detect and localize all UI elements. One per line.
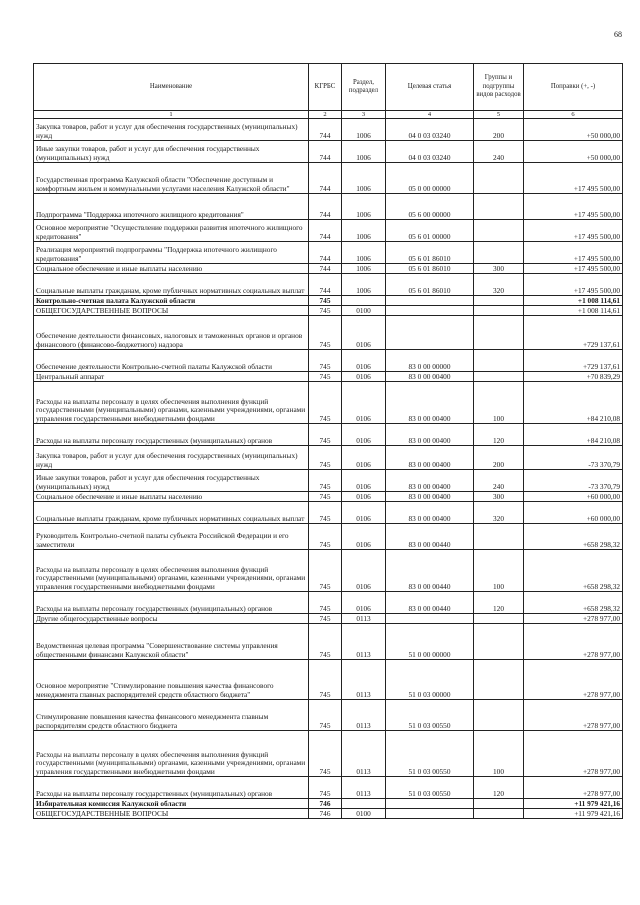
row-kgrbs-cell: 745 (309, 424, 342, 446)
row-group-cell: 200 (474, 446, 524, 470)
row-group-cell (474, 296, 524, 306)
row-name-cell: Обеспечение деятельности Контрольно-счетной палаты Калужской области (34, 350, 309, 372)
row-razdel-cell: 0106 (342, 382, 386, 424)
row-group-cell: 300 (474, 264, 524, 274)
row-target-cell: 83 0 00 00400 (386, 492, 474, 502)
row-razdel-cell: 0113 (342, 614, 386, 624)
row-target-cell (386, 296, 474, 306)
row-kgrbs-cell: 746 (309, 799, 342, 809)
row-kgrbs-cell: 745 (309, 777, 342, 799)
row-group-cell: 320 (474, 502, 524, 524)
header-target: Целевая статья (386, 64, 474, 111)
row-razdel-cell: 1006 (342, 141, 386, 163)
row-group-cell (474, 809, 524, 819)
row-group-cell (474, 220, 524, 242)
row-group-cell (474, 700, 524, 731)
row-amount-cell: +278 977,00 (524, 614, 623, 624)
row-target-cell (386, 306, 474, 316)
row-target-cell: 83 0 00 00400 (386, 372, 474, 382)
row-name-cell: Социальное обеспечение и иные выплаты населению (34, 264, 309, 274)
row-group-cell (474, 372, 524, 382)
header-name: Наименование (34, 64, 309, 111)
row-kgrbs-cell: 744 (309, 119, 342, 141)
row-kgrbs-cell: 745 (309, 592, 342, 614)
row-kgrbs-cell: 744 (309, 220, 342, 242)
column-number: 4 (386, 111, 474, 119)
table-row (34, 194, 623, 220)
row-group-cell (474, 524, 524, 550)
row-razdel-cell: 1006 (342, 119, 386, 141)
row-kgrbs-cell: 745 (309, 614, 342, 624)
table-row (34, 470, 623, 492)
row-razdel-cell: 1006 (342, 274, 386, 296)
row-group-cell (474, 163, 524, 194)
row-name-cell: Подпрограмма "Поддержка ипотечного жилищного кредитования" (34, 194, 309, 220)
row-kgrbs-cell: 745 (309, 700, 342, 731)
row-name-cell: Закупка товаров, работ и услуг для обеспечения государственных (муниципальных) нужд (34, 446, 309, 470)
row-name-cell: Расходы на выплаты персоналу в целях обеспечения выполнения функций государственными (муниципальными) органами, казенными учреждениями, органами управления государственными внебюджетными фондами (34, 731, 309, 777)
row-amount-cell: +658 298,32 (524, 592, 623, 614)
row-amount-cell: +658 298,32 (524, 550, 623, 592)
row-razdel-cell: 0106 (342, 350, 386, 372)
table-row (34, 264, 623, 274)
row-kgrbs-cell: 745 (309, 624, 342, 660)
row-amount-cell: +658 298,32 (524, 524, 623, 550)
row-group-cell (474, 306, 524, 316)
table-row (34, 700, 623, 731)
row-razdel-cell: 0100 (342, 809, 386, 819)
row-razdel-cell: 1006 (342, 163, 386, 194)
row-kgrbs-cell: 745 (309, 316, 342, 350)
row-group-cell: 320 (474, 274, 524, 296)
row-name-cell: Иные закупки товаров, работ и услуг для обеспечения государственных (муниципальных) нужд (34, 470, 309, 492)
row-amount-cell: +17 495 500,00 (524, 264, 623, 274)
row-target-cell: 05 6 01 86010 (386, 264, 474, 274)
row-razdel-cell: 0100 (342, 306, 386, 316)
row-name-cell: Стимулирование повышения качества финансового менеджмента главным распорядителям средств областного бюджета (34, 700, 309, 731)
row-razdel-cell: 1006 (342, 242, 386, 264)
row-group-cell: 100 (474, 550, 524, 592)
row-name-cell: Расходы на выплаты персоналу в целях обеспечения выполнения функций государственными (муниципальными) органами, казенными учреждениями, органами управления государственными внебюджетными фондами (34, 550, 309, 592)
table-row (34, 242, 623, 264)
row-amount-cell: +1 008 114,61 (524, 296, 623, 306)
table-row (34, 524, 623, 550)
row-target-cell (386, 316, 474, 350)
row-kgrbs-cell: 745 (309, 524, 342, 550)
row-name-cell: Ведомственная целевая программа "Совершенствование системы управления общественными финансами Калужской области" (34, 624, 309, 660)
column-number-row (34, 111, 623, 119)
row-amount-cell: +84 210,08 (524, 382, 623, 424)
row-name-cell: Государственная программа Калужской области "Обеспечение доступным и комфортным жильем и коммунальными услугами населения Калужской области" (34, 163, 309, 194)
row-razdel-cell (342, 799, 386, 809)
row-target-cell: 05 6 01 86010 (386, 274, 474, 296)
row-kgrbs-cell: 745 (309, 446, 342, 470)
row-group-cell: 100 (474, 731, 524, 777)
row-razdel-cell (342, 296, 386, 306)
row-target-cell: 04 0 03 03240 (386, 119, 474, 141)
row-amount-cell: +11 979 421,16 (524, 799, 623, 809)
row-group-cell (474, 660, 524, 700)
row-kgrbs-cell: 745 (309, 492, 342, 502)
row-razdel-cell: 0113 (342, 731, 386, 777)
row-razdel-cell: 0113 (342, 660, 386, 700)
row-target-cell: 05 0 00 00000 (386, 163, 474, 194)
row-kgrbs-cell: 745 (309, 382, 342, 424)
row-amount-cell: +17 495 500,00 (524, 163, 623, 194)
row-target-cell: 83 0 00 00400 (386, 382, 474, 424)
column-number: 1 (34, 111, 309, 119)
row-name-cell: Расходы на выплаты персоналу в целях обеспечения выполнения функций государственными (муниципальными) органами, казенными учреждениями, органами управления государственными внебюджетными фондами (34, 382, 309, 424)
table-row (34, 141, 623, 163)
row-target-cell: 05 6 00 00000 (386, 194, 474, 220)
row-group-cell: 120 (474, 592, 524, 614)
row-amount-cell: +729 137,61 (524, 350, 623, 372)
row-kgrbs-cell: 745 (309, 660, 342, 700)
row-name-cell: Социальное обеспечение и иные выплаты населению (34, 492, 309, 502)
row-razdel-cell: 0106 (342, 424, 386, 446)
row-group-cell (474, 350, 524, 372)
row-group-cell: 300 (474, 492, 524, 502)
row-amount-cell: +84 210,08 (524, 424, 623, 446)
row-name-cell: Основное мероприятие "Стимулирование повышения качества финансового менеджмента главных распорядителей средств областного бюджета" (34, 660, 309, 700)
row-amount-cell: +278 977,00 (524, 700, 623, 731)
header-razdel: Раздел, подраздел (342, 64, 386, 111)
row-razdel-cell: 0106 (342, 470, 386, 492)
row-name-cell: Расходы на выплаты персоналу государственных (муниципальных) органов (34, 424, 309, 446)
table-row (34, 350, 623, 372)
header-kgrbs: КГРБС (309, 64, 342, 111)
table-row (34, 660, 623, 700)
table-row (34, 119, 623, 141)
table-row (34, 502, 623, 524)
row-name-cell: Руководитель Контрольно-счетной палаты субъекта Российской Федерации и его заместители (34, 524, 309, 550)
header-group: Группы и подгруппы видов расходов (474, 64, 524, 111)
row-kgrbs-cell: 744 (309, 141, 342, 163)
row-razdel-cell: 0106 (342, 592, 386, 614)
budget-amendments-table (33, 63, 623, 819)
row-target-cell: 83 0 00 00440 (386, 550, 474, 592)
row-group-cell (474, 614, 524, 624)
row-name-cell: Реализация мероприятий подпрограммы "Поддержка ипотечного жилищного кредитования" (34, 242, 309, 264)
row-amount-cell: +50 000,00 (524, 119, 623, 141)
row-kgrbs-cell: 745 (309, 731, 342, 777)
row-amount-cell: -73 370,79 (524, 470, 623, 492)
row-amount-cell: +278 977,00 (524, 777, 623, 799)
row-group-cell (474, 242, 524, 264)
row-name-cell: Избирательная комиссия Калужской области (34, 799, 309, 809)
row-target-cell: 83 0 00 00000 (386, 350, 474, 372)
table-row (34, 163, 623, 194)
table-row (34, 492, 623, 502)
row-target-cell: 05 6 01 00000 (386, 220, 474, 242)
row-name-cell: Закупка товаров, работ и услуг для обеспечения государственных (муниципальных) нужд (34, 119, 309, 141)
row-amount-cell: +60 000,00 (524, 492, 623, 502)
row-name-cell: Основное мероприятие "Осуществление поддержки развития ипотечного жилищного кредитования" (34, 220, 309, 242)
row-amount-cell: +70 839,29 (524, 372, 623, 382)
row-kgrbs-cell: 745 (309, 502, 342, 524)
row-amount-cell: +17 495 500,00 (524, 194, 623, 220)
row-razdel-cell: 1006 (342, 220, 386, 242)
column-number: 5 (474, 111, 524, 119)
row-target-cell (386, 809, 474, 819)
row-razdel-cell: 0113 (342, 700, 386, 731)
row-name-cell: Контрольно-счетная палата Калужской области (34, 296, 309, 306)
column-number: 3 (342, 111, 386, 119)
row-target-cell (386, 799, 474, 809)
row-kgrbs-cell: 745 (309, 350, 342, 372)
row-razdel-cell: 0106 (342, 446, 386, 470)
row-name-cell: Расходы на выплаты персоналу государственных (муниципальных) органов (34, 592, 309, 614)
row-kgrbs-cell: 745 (309, 550, 342, 592)
row-target-cell: 51 0 03 00000 (386, 660, 474, 700)
column-number: 6 (524, 111, 623, 119)
row-target-cell: 51 0 03 00550 (386, 700, 474, 731)
row-kgrbs-cell: 744 (309, 274, 342, 296)
row-name-cell: Другие общегосударственные вопросы (34, 614, 309, 624)
table-row (34, 446, 623, 470)
row-group-cell (474, 624, 524, 660)
row-kgrbs-cell: 745 (309, 470, 342, 492)
row-group-cell (474, 799, 524, 809)
row-target-cell: 51 0 03 00550 (386, 777, 474, 799)
row-target-cell: 04 0 03 03240 (386, 141, 474, 163)
row-name-cell: Социальные выплаты гражданам, кроме публичных нормативных социальных выплат (34, 502, 309, 524)
row-kgrbs-cell: 745 (309, 296, 342, 306)
table-row (34, 382, 623, 424)
row-target-cell: 05 6 01 86010 (386, 242, 474, 264)
row-kgrbs-cell: 744 (309, 264, 342, 274)
row-target-cell: 83 0 00 00400 (386, 446, 474, 470)
row-kgrbs-cell: 745 (309, 306, 342, 316)
row-target-cell: 83 0 00 00400 (386, 502, 474, 524)
row-group-cell: 120 (474, 777, 524, 799)
row-name-cell: Центральный аппарат (34, 372, 309, 382)
row-amount-cell: -73 370,79 (524, 446, 623, 470)
row-name-cell: Социальные выплаты гражданам, кроме публичных нормативных социальных выплат (34, 274, 309, 296)
row-razdel-cell: 1006 (342, 264, 386, 274)
table-row (34, 777, 623, 799)
row-name-cell: ОБЩЕГОСУДАРСТВЕННЫЕ ВОПРОСЫ (34, 809, 309, 819)
row-razdel-cell: 0113 (342, 777, 386, 799)
row-amount-cell: +17 495 500,00 (524, 220, 623, 242)
row-amount-cell: +278 977,00 (524, 660, 623, 700)
table-row (34, 624, 623, 660)
row-kgrbs-cell: 744 (309, 163, 342, 194)
table-row (34, 296, 623, 306)
table-row (34, 809, 623, 819)
table-header-row (34, 64, 623, 111)
row-name-cell: Обеспечение деятельности финансовых, налоговых и таможенных органов и органов финансового (финансово-бюджетного) надзора (34, 316, 309, 350)
row-razdel-cell: 0106 (342, 502, 386, 524)
row-target-cell: 83 0 00 00440 (386, 592, 474, 614)
row-amount-cell: +60 000,00 (524, 502, 623, 524)
row-amount-cell: +278 977,00 (524, 731, 623, 777)
row-name-cell: ОБЩЕГОСУДАРСТВЕННЫЕ ВОПРОСЫ (34, 306, 309, 316)
row-group-cell (474, 194, 524, 220)
row-target-cell: 83 0 00 00440 (386, 524, 474, 550)
row-kgrbs-cell: 744 (309, 194, 342, 220)
row-razdel-cell: 1006 (342, 194, 386, 220)
row-razdel-cell: 0106 (342, 372, 386, 382)
row-kgrbs-cell: 745 (309, 372, 342, 382)
table-row (34, 372, 623, 382)
row-target-cell: 83 0 00 00400 (386, 470, 474, 492)
row-amount-cell: +729 137,61 (524, 316, 623, 350)
row-target-cell (386, 614, 474, 624)
column-number: 2 (309, 111, 342, 119)
row-amount-cell: +17 495 500,00 (524, 242, 623, 264)
table-row (34, 614, 623, 624)
table-row (34, 550, 623, 592)
table-row (34, 306, 623, 316)
row-amount-cell: +17 495 500,00 (524, 274, 623, 296)
row-kgrbs-cell: 744 (309, 242, 342, 264)
row-target-cell: 51 0 00 00000 (386, 624, 474, 660)
row-target-cell: 83 0 00 00400 (386, 424, 474, 446)
row-razdel-cell: 0106 (342, 550, 386, 592)
row-razdel-cell: 0106 (342, 316, 386, 350)
row-target-cell: 51 0 03 00550 (386, 731, 474, 777)
row-group-cell: 240 (474, 470, 524, 492)
row-amount-cell: +278 977,00 (524, 624, 623, 660)
row-group-cell: 100 (474, 382, 524, 424)
row-kgrbs-cell: 746 (309, 809, 342, 819)
table-row (34, 220, 623, 242)
row-amount-cell: +11 979 421,16 (524, 809, 623, 819)
row-razdel-cell: 0113 (342, 624, 386, 660)
row-group-cell: 120 (474, 424, 524, 446)
row-amount-cell: +50 000,00 (524, 141, 623, 163)
table-row (34, 592, 623, 614)
table-row (34, 731, 623, 777)
page-number: 68 (614, 30, 622, 39)
row-razdel-cell: 0106 (342, 524, 386, 550)
row-name-cell: Расходы на выплаты персоналу государственных (муниципальных) органов (34, 777, 309, 799)
row-group-cell: 240 (474, 141, 524, 163)
row-group-cell: 200 (474, 119, 524, 141)
row-amount-cell: +1 008 114,61 (524, 306, 623, 316)
table-row (34, 424, 623, 446)
row-razdel-cell: 0106 (342, 492, 386, 502)
row-name-cell: Иные закупки товаров, работ и услуг для обеспечения государственных (муниципальных) нужд (34, 141, 309, 163)
row-group-cell (474, 316, 524, 350)
header-amount: Поправки (+, -) (524, 64, 623, 111)
table-row (34, 274, 623, 296)
table-row (34, 316, 623, 350)
table-row (34, 799, 623, 809)
table-body (34, 119, 623, 819)
